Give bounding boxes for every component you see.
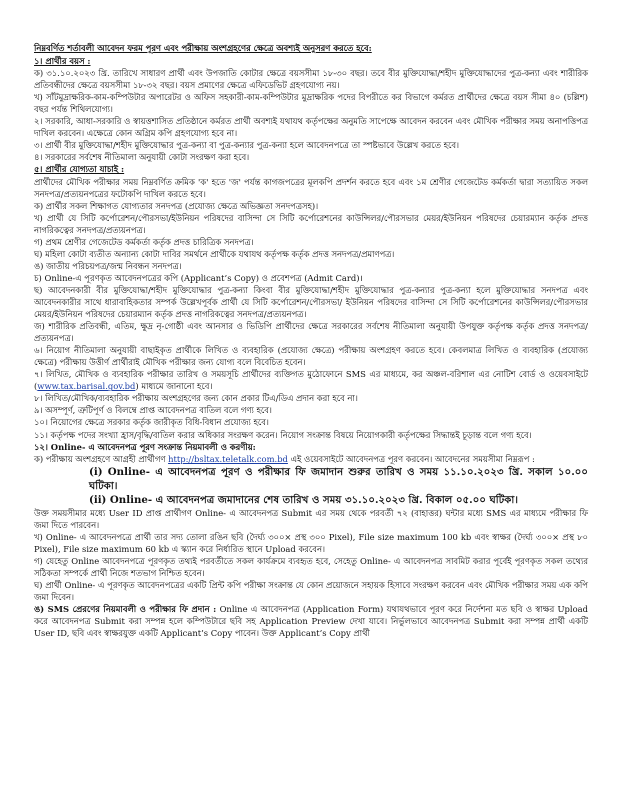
clause-3: ৩। প্রার্থী বীর মুক্তিযোদ্ধা/শহীদ মুক্তিযোদ্ধার পুত্র-কন্যা বা পুত্র-কন্যার পুত্র-কন্যা হলে আবেদনপত্রে তা স্পষ্টভাবে উল্লেখ করতে হবে।: [34, 140, 460, 151]
online-application-heading: ১২। Online- এ আবেদনপত্র পূরণ সংক্রান্ত নিয়মাবলী ও করণীয়:: [34, 441, 256, 452]
online-uo: ঙ) SMS প্রেরণের নিয়মাবলী ও পরীক্ষার ফি প্রদান : Online এ আবেদনপত্র (Application Form) যথাযথভাবে পূরণ করে নির্দেশনা মত ছবি ও স্বাক্ষর Upload করে আবেদনপত্র Submit করা সম্পন্ন হলে কম্পিউটারে ছবি সহ Application Preview দেখা যাবে। নির্ভুলভাবে আবেদনপত্র Submit করা সম্পন্ন প্রার্থী একটি User ID, ছবি এবং স্বাক্ষরযুক্ত একটি Applicant’s Copy পাবেন। উক্ত Applicant’s Copy প্রার্থী: [34, 604, 588, 639]
clause-2: ২। সরকারি, আধা-সরকারি ও স্বায়ত্তশাসিত প্রতিষ্ঠানে কর্মরত প্রার্থী অবশ্যই যথাযথ কর্তৃপক্ষের অনুমতি সাপেক্ষে আবেদন করবেন এবং মৌখিক পরীক্ষার সময় অনাপত্তিপত্র দাখিল করবেন। এক্ষেত্রে কোন অগ্রিম কপি গ্রহণযোগ্য হবে না।: [34, 116, 588, 139]
tax-barisal-link[interactable]: www.tax.barisal.gov.bd: [37, 381, 136, 392]
eligibility-cha: চ) Online-এ পূরণকৃত আবেদনপত্রের কপি (Applicant’s Copy) ও প্রবেশপত্র (Admit Card)।: [34, 272, 363, 283]
online-ka-note: উক্ত সময়সীমার মধ্যে User ID প্রাপ্ত প্রার্থীগণ Online- এ আবেদনপত্র Submit এর সময় থেকে পরবর্তী ৭২ (বাহাত্তর) ঘন্টার মধ্যে SMS এর মাধ্যমে পরীক্ষার ফি জমা দিতে পারবেন।: [34, 507, 588, 530]
clause-7: ৭। লিখিত, মৌখিক ও ব্যবহারিক পরীক্ষার তারিখ ও সময়সূচি প্রার্থীদের ব্যক্তিগত মুঠোফোনে SMS এর মাধ্যমে, কর অঞ্চল-বরিশাল এর নোটিশ বোর্ড ও ওয়েবসাইটে (www.tax.barisal.gov.bd) মাধ্যমে জানানো হবে।: [34, 369, 588, 392]
eligibility-ja: জ) শারীরিক প্রতিবন্ধী, এতিম, ক্ষুদ্র নৃ-গোষ্ঠী এবং আনসার ও ভিডিপি প্রার্থীদের ক্ষেত্রে সরকারের সর্বশেষ নীতিমালা অনুযায়ী উপযুক্ত কর্তৃপক্ষ কর্তৃক প্রদত্ত সনদপত্র/প্রত্যয়নপত্র।: [34, 321, 588, 344]
eligibility-uo: ঙ) জাতীয় পরিচয়পত্র/জন্ম নিবন্ধন সনদপত্র।: [34, 260, 182, 271]
age-clause-kha: খ) সাঁটমুদ্রাক্ষরিক-কাম-কম্পিউটার অপারেটর ও অফিস সহকারী-কাম-কম্পিউটার মুদ্রাক্ষরিক পদের বিপরীতে কর বিভাগে কর্মরত প্রার্থীদের ক্ষেত্রে বয়স সীমা ৪০ (চল্লিশ) বছর পর্যন্ত শিথিলযোগ্য।: [34, 92, 588, 115]
eligibility-ka: ক) প্রার্থীর সকল শিক্ষাগত যোগ্যতার সনদপত্র (প্রযোজ্য ক্ষেত্রে অভিজ্ঞতা সনদপত্রসহ)।: [34, 200, 319, 211]
online-gha: ঘ) প্রার্থী Online- এ পূরণকৃত আবেদনপত্রের একটি প্রিন্ট কপি পরীক্ষা সংক্রান্ত যে কোন প্রয়োজনে সহায়ক হিসাবে সংরক্ষণ করবেন এবং মৌখিক পরীক্ষার সময় এক কপি জমা দিবেন।: [34, 579, 588, 602]
age-clause-ka: ক) ৩১.১০.২০২৩ খ্রি. তারিখে সাধারণ প্রার্থী এবং উপজাতি কোটার ক্ষেত্রে বয়সসীমা ১৮-৩০ বছর। তবে বীর মুক্তিযোদ্ধা/শহীদ মুক্তিযোদ্ধাদের পুত্র-কন্যা এবং শারীরিক প্রতিবন্ধীদের ক্ষেত্রে বয়সসীমা ১৮-৩২ বছর। বয়স প্রমাণের ক্ষেত্রে এফিডেভিট গ্রহণযোগ্য নয়।: [34, 68, 588, 91]
online-ga: গ) যেহেতু Online আবেদনপত্রে পূরণকৃত তথ্যই পরবর্তীতে সকল কার্যক্রমে ব্যবহৃত হবে, সেহেতু Online- এ আবেদনপত্র সাবমিট করার পূর্বেই পূরণকৃত সকল তথ্যের সঠিকতা সম্পর্কে প্রার্থী নিজে শতভাগ নিশ্চিত হবেন।: [34, 555, 588, 578]
clause-4: ৪। সরকারের সর্বশেষ নীতিমালা অনুযায়ী কোটা সংরক্ষণ করা হবে।: [34, 152, 250, 163]
clause-6: ৬। নিয়োগ নীতিমালা অনুযায়ী বাছাইকৃত প্রার্থীকে লিখিত ও ব্যবহারিক (প্রযোজ্য ক্ষেত্রে) পরীক্ষায় অংশগ্রহণ করতে হবে। কেবলমাত্র লিখিত ও ব্যবহারিক (প্রযোজ্য ক্ষেত্রে) পরীক্ষায় উত্তীর্ণ প্রার্থীরাই মৌখিক পরীক্ষার জন্য যোগ্য বলে বিবেচিত হবেন।: [34, 345, 588, 368]
clause-11: ১১। কর্তৃপক্ষ পদের সংখ্যা হ্রাস/বৃদ্ধি/বাতিল করার অধিকার সংরক্ষণ করেন। নিয়োগ সংক্রান্ত বিষয়ে নিয়োগকারী কর্তৃপক্ষের সিদ্ধান্তই চূড়ান্ত বলে গণ্য হবে।: [34, 429, 532, 440]
teletalk-link[interactable]: http://bsltax.teletalk.com.bd: [168, 453, 288, 464]
eligibility-ga: গ) প্রথম শ্রেণীর গেজেটেড কর্মকর্তা কর্তৃক প্রদত্ত চারিত্রিক সনদপত্র।: [34, 236, 254, 247]
end-date-line: (ii) Online- এ আবেদনপত্র জমাদানের শেষ তারিখ ও সময় ৩১.১০.২০২৩ খ্রি. বিকাল ০৫.০০ ঘটিকা।: [89, 493, 519, 506]
clause-10: ১০। নিয়োগের ক্ষেত্রে সরকার কর্তৃক জারীকৃত বিধি-বিধান প্রযোজ্য হবে।: [34, 417, 269, 428]
online-kha: খ) Online- এ আবেদনপত্রে প্রার্থী তার সদ্য তোলা রঙিন ছবি (দৈর্ঘ্য ৩০০× প্রস্থ ৩০০ Pixel), File size maximum 100 kb এবং স্বাক্ষর (দৈর্ঘ্য ৩০০× প্রস্থ ৮০ Pixel), File size maximum 60 kb এ স্ক্যান করে নির্ধারিত স্থানে Upload করবেন।: [34, 531, 588, 554]
start-date-line: (i) Online- এ আবেদনপত্র পূরণ ও পরীক্ষার ফি জমাদান শুরুর তারিখ ও সময় ১১.১০.২০২৩ খ্রি. সকাল ১০.০০ ঘটিকা।: [89, 465, 588, 492]
clause-8: ৮। লিখিত/মৌখিক/ব্যবহারিক পরীক্ষায় অংশগ্রহণের জন্য কোন প্রকার টিএ/ডিএ প্রদান করা হবে না।: [34, 393, 358, 404]
clause-9: ৯। অসম্পূর্ণ, ত্রুটিপূর্ণ ও বিলম্বে প্রাপ্ত আবেদনপত্র বাতিল বলে গণ্য হবে।: [34, 405, 272, 416]
eligibility-gha: ঘ) মহিলা কোটা ব্যতীত অন্যান্য কোটা দাবির সমর্থনে প্রার্থীকে যথাযথ কর্তৃপক্ষ কর্তৃক প্রদত্ত সনদপত্র/প্রমাণপত্র।: [34, 248, 395, 259]
age-heading: ১। প্রার্থীর বয়স :: [34, 56, 91, 67]
eligibility-heading: ৫। প্রার্থীর যোগ্যতা যাচাই :: [34, 164, 125, 175]
eligibility-chha: ছ) আবেদনকারী বীর মুক্তিযোদ্ধা/শহীদ মুক্তিযোদ্ধার পুত্র-কন্যা কিংবা বীর মুক্তিযোদ্ধা/শহীদ মুক্তিযোদ্ধার পুত্র-কন্যার পুত্র-কন্যা হলে মুক্তিযোদ্ধার সনদপত্র এবং আবেদনকারীর সাথে ধারাবাহিকতার সম্পর্ক উল্লেখপূর্বক প্রার্থী যে সিটি কর্পোরেশন/পৌরসভা/ ইউনিয়ন পরিষদের বাসিন্দা সে সিটি কর্পোরেশনের কাউন্সিলর/পৌরসভার মেয়র/ইউনিয়ন পরিষদের চেয়ারম্যান কর্তৃক প্রদত্ত নাগরিকত্বের সনদপত্র/প্রত্যয়নপত্র।: [34, 284, 588, 320]
online-ka: ক) পরীক্ষায় অংশগ্রহণে আগ্রহী প্রার্থীগণ http://bsltax.teletalk.com.bd এই ওয়েবসাইটে আবেদনপত্র পূরণ করবেন। আবেদনের সময়সীমা নিম্নরূপ :: [34, 453, 535, 464]
eligibility-intro: প্রার্থীদের মৌখিক পরীক্ষার সময় নিম্নবর্ণিত ক্রমিক 'ক' হতে 'জ' পর্যন্ত কাগজপত্রের মূলকপি প্রদর্শন করতে হবে এবং ১ম শ্রেণীর গেজেটেড কর্মকর্তা দ্বারা সত্যায়িত সকল সনদপত্র/প্রত্যয়নপত্রের ফটোকপি দাখিল করতে হবে।: [34, 176, 588, 199]
eligibility-kha: খ) প্রার্থী যে সিটি কর্পোরেশন/পৌরসভা/ইউনিয়ন পরিষদের বাসিন্দা সে সিটি কর্পোরেশনের কাউন্সিলর/পৌরসভার মেয়র/ইউনিয়ন পরিষদের চেয়ারম্যান কর্তৃক প্রদত্ত নাগরিকত্বের সনদপত্র/প্রত্যয়নপত্র।: [34, 212, 588, 235]
terms-title: নিম্নবর্ণিত শর্তাবলী আবেদন ফরম পূরণ এবং পরীক্ষায় অংশগ্রহণের ক্ষেত্রে অবশ্যই অনুসরণ করতে হবে:: [34, 43, 372, 53]
